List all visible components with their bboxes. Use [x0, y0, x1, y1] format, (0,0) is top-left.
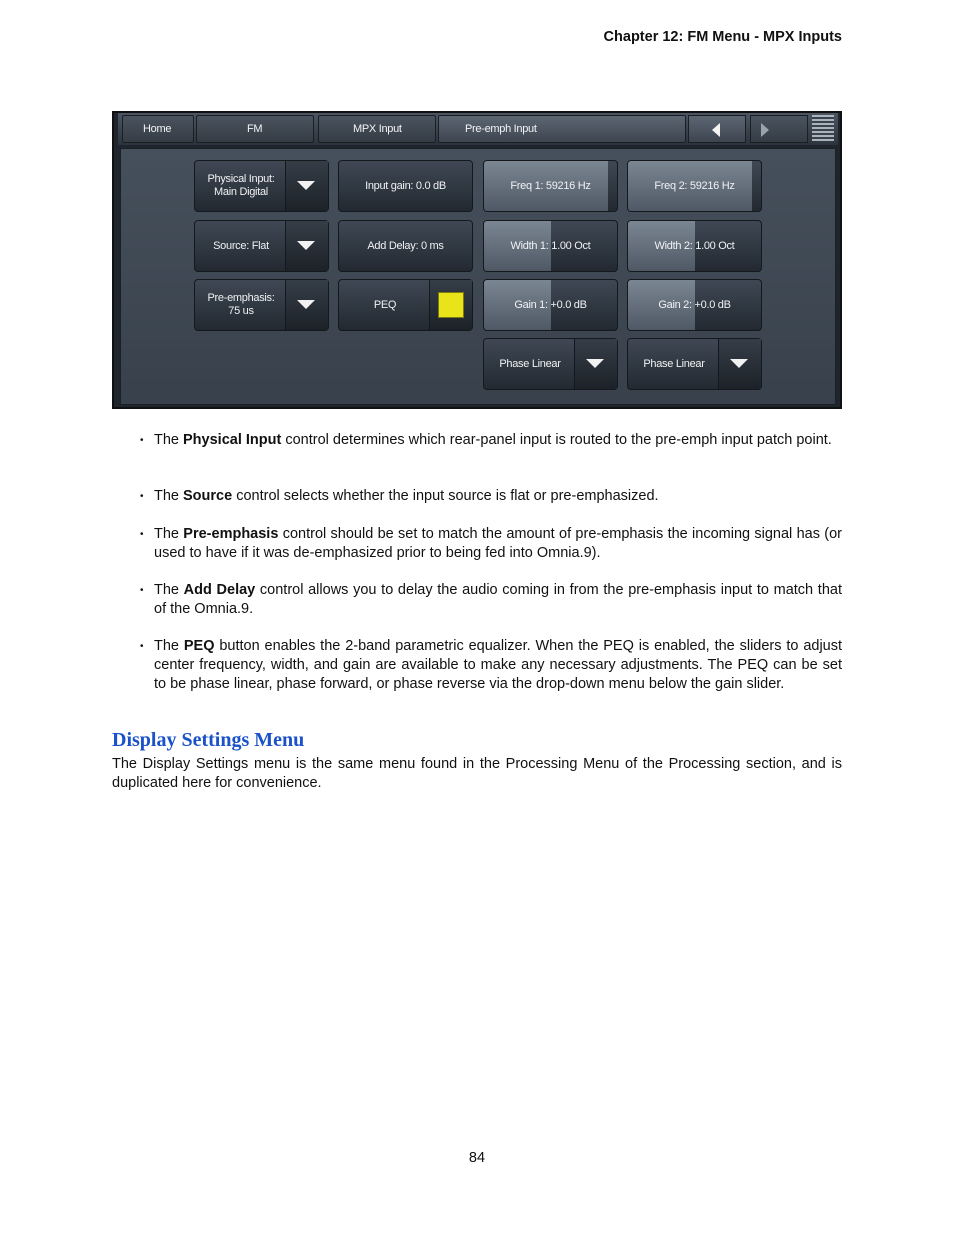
section-paragraph: The Display Settings menu is the same menu found in the Processing Menu of the Processing section, and is duplicated here for convenience.	[112, 756, 842, 791]
input-gain-label: Input gain: 0.0 dB	[365, 179, 446, 192]
phase1-dropdown[interactable]	[483, 338, 618, 390]
menu-grip-icon[interactable]	[812, 115, 834, 141]
bullet-text: The	[154, 638, 184, 654]
list-item	[140, 487, 842, 506]
tab-pre-emph-input[interactable]: Pre-emph Input	[438, 115, 686, 143]
bullet-text: control selects whether the input source is flat or pre-emphasized.	[232, 488, 659, 504]
bullet-icon: •	[140, 491, 144, 502]
phase1-label: Phase Linear	[499, 357, 561, 370]
bullet-text: The	[154, 582, 184, 598]
gain1-slider[interactable]	[483, 279, 618, 331]
arrow-right-icon	[761, 123, 769, 137]
tab-mpx-input[interactable]: MPX Input	[318, 115, 436, 143]
chevron-down-icon	[297, 241, 315, 250]
bullet-icon: •	[140, 435, 144, 446]
bullet-icon: •	[140, 529, 144, 540]
add-delay-label: Add Delay: 0 ms	[367, 239, 444, 252]
bullet-text: The	[154, 526, 184, 542]
chevron-down-icon	[586, 359, 604, 368]
pre-emphasis-dropdown[interactable]	[194, 279, 329, 331]
freq2-slider[interactable]	[627, 160, 762, 212]
list-item	[140, 525, 842, 563]
bullet-term: Physical Input	[183, 432, 282, 448]
chevron-down-icon	[297, 300, 315, 309]
back-button[interactable]	[688, 115, 746, 143]
bullet-term: Add Delay	[183, 582, 256, 598]
bullet-text: button enables the 2-band parametric equalizer. When the PEQ is enabled, the sliders to adjust center frequency, width, and gain are available to make any necessary adjustments. The PEQ can be set to be phase linear, phase forward, or phase reverse via the drop-down menu below the gain slider.	[154, 638, 843, 692]
width2-slider[interactable]	[627, 220, 762, 272]
physical-input-dropdown[interactable]	[194, 160, 329, 212]
tab-home[interactable]: Home	[122, 115, 194, 143]
pre-emph-input-screenshot	[112, 111, 842, 409]
width1-slider[interactable]	[483, 220, 618, 272]
bullet-term: Source	[183, 488, 233, 504]
gain1-label: Gain 1: +0.0 dB	[514, 298, 587, 311]
bullet-term: PEQ	[183, 638, 215, 654]
pre-emphasis-label: Pre-emphasis: 75 us	[207, 292, 275, 317]
physical-input-label: Physical Input: Main Digital	[207, 173, 275, 198]
source-dropdown[interactable]	[194, 220, 329, 272]
bullet-text: The	[154, 432, 184, 448]
bullet-text: The	[154, 488, 184, 504]
input-gain-slider[interactable]	[338, 160, 473, 212]
chapter-header: Chapter 12: FM Menu - MPX Inputs	[603, 29, 842, 45]
list-item	[140, 637, 842, 694]
arrow-left-icon	[712, 123, 720, 137]
freq1-label: Freq 1: 59216 Hz	[510, 179, 591, 192]
bullet-text: control determines which rear-panel input is routed to the pre-emph input patch point.	[281, 432, 832, 448]
peq-enabled-indicator	[438, 292, 464, 318]
page-number: 84	[468, 1150, 486, 1166]
add-delay-control[interactable]	[338, 220, 473, 272]
source-label: Source: Flat	[213, 239, 269, 252]
chevron-down-icon	[730, 359, 748, 368]
gain2-slider[interactable]	[627, 279, 762, 331]
width2-label: Width 2: 1.00 Oct	[654, 239, 735, 252]
bullet-icon: •	[140, 641, 144, 652]
peq-toggle-button[interactable]	[338, 279, 473, 331]
width1-label: Width 1: 1.00 Oct	[510, 239, 591, 252]
bullet-text: control should be set to match the amount of pre-emphasis the incoming signal has (or used to have if it was de-emphasized prior to being fed into Omnia.9).	[154, 526, 842, 561]
controls-area	[120, 148, 836, 405]
peq-label: PEQ	[373, 298, 397, 311]
list-item	[140, 431, 842, 450]
bullet-icon: •	[140, 585, 144, 596]
chevron-down-icon	[297, 181, 315, 190]
gain2-label: Gain 2: +0.0 dB	[658, 298, 731, 311]
phase2-label: Phase Linear	[643, 357, 705, 370]
freq2-label: Freq 2: 59216 Hz	[654, 179, 735, 192]
forward-button[interactable]	[750, 115, 808, 143]
bullet-term: Pre-emphasis	[183, 526, 279, 542]
list-item	[140, 581, 842, 619]
tab-fm[interactable]: FM	[196, 115, 314, 143]
phase2-dropdown[interactable]	[627, 338, 762, 390]
top-navbar	[118, 113, 838, 145]
section-heading: Display Settings Menu	[112, 729, 305, 751]
bullet-text: control allows you to delay the audio coming in from the pre-emphasis input to match that of the Omnia.9.	[154, 582, 842, 617]
freq1-slider[interactable]	[483, 160, 618, 212]
